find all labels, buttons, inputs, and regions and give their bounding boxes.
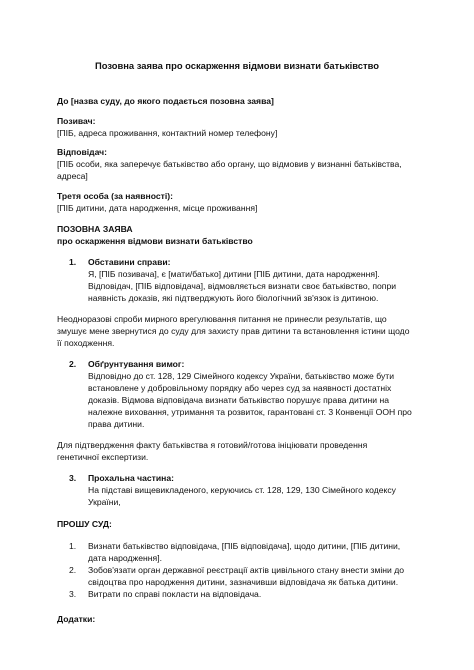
attachments-heading: Додатки: [57, 614, 96, 624]
section-text-line: України, [88, 497, 121, 507]
section-text-line: права дитини. [88, 419, 145, 429]
defendant-text-line: адреса] [57, 171, 88, 181]
claim-subheading: про оскарження відмови визнати батьківство [57, 236, 253, 246]
claim-heading: ПОЗОВНА ЗАЯВА [57, 224, 133, 234]
section-number: 1. [69, 257, 77, 267]
section-text-line: доказів. Відмова відповідача визнати батьківство порушує права дитини на [88, 395, 389, 405]
paragraph-line: її походження. [57, 338, 115, 348]
request-number: 2. [69, 565, 77, 575]
section-text-line: На підставі вищевикладеного, керуючись ст. 128, 129, 130 Сімейного кодексу [88, 485, 396, 495]
request-text-line: свідоцтва про народження дитини, зазначивши відповідача як батька дитини. [88, 577, 399, 587]
section-text-line: Відповідно до ст. 128, 129 Сімейного кодексу України, батьківство може бути [88, 371, 394, 381]
defendant-text-line: [ПІБ особи, яка заперечує батьківство або органу, що відмовив у визнанні батьківства, [57, 159, 402, 169]
section-text-line: наявність доказів, які підтверджують його біологічний зв'язок із дитиною. [88, 293, 379, 303]
section-heading: Прохальна частина: [88, 473, 174, 483]
request-text-line: Зобов'язати орган державної реєстрації актів цивільного стану внести зміни до [88, 565, 405, 575]
section-text-line: Я, [ПІБ позивача], є [мати/батько] дитини [ПІБ дитини, дата народження]. [88, 269, 380, 279]
court-line: До [назва суду, до якого подається позовна заява] [57, 96, 274, 106]
section-number: 2. [69, 359, 77, 369]
section-text-line: встановлене у добровільному порядку або через суд за наявності достатніх [88, 383, 392, 393]
paragraph-line: Неодноразові спроби мирного врегулювання питання не принесли результатів, що [57, 314, 387, 324]
request-number: 3. [69, 589, 77, 599]
third-party-heading: Третя особа (за наявності): [57, 191, 173, 201]
request-text-line: Витрати по справі покласти на відповідача. [88, 589, 262, 599]
paragraph-line: змушує мене звернутися до суду для захисту прав дитини та встановлення істини щодо [57, 326, 410, 336]
section-number: 3. [69, 473, 77, 483]
request-text-line: дата народження]. [88, 553, 162, 563]
section-text-line: Відповідач, [ПІБ відповідача], відмовляється визнати своє батьківство, попри [88, 281, 397, 291]
paragraph-line: Для підтвердження факту батьківства я готовий/готова ініціювати проведення [57, 440, 368, 450]
document-title: Позовна заява про оскарження відмови визнати батьківство [95, 60, 379, 71]
paragraph-line: генетичної експертизи. [57, 452, 149, 462]
defendant-heading: Відповідач: [57, 147, 108, 157]
plaintiff-heading: Позивач: [57, 116, 96, 126]
request-text-line: Визнати батьківство відповідача, [ПІБ відповідача], щодо дитини, [ПІБ дитини, [88, 541, 401, 551]
third-party-text: [ПІБ дитини, дата народження, місце проживання] [57, 203, 258, 213]
section-text-line: належне виховання, утримання та розвиток, гарантовані ст. 3 Конвенції ООН про [88, 407, 412, 417]
request-heading: ПРОШУ СУД: [57, 519, 112, 529]
section-heading: Обґрунтування вимог: [88, 359, 185, 369]
request-number: 1. [69, 541, 77, 551]
plaintiff-text: [ПІБ, адреса проживання, контактний номер телефону] [57, 128, 278, 138]
section-heading: Обставини справи: [88, 257, 171, 267]
